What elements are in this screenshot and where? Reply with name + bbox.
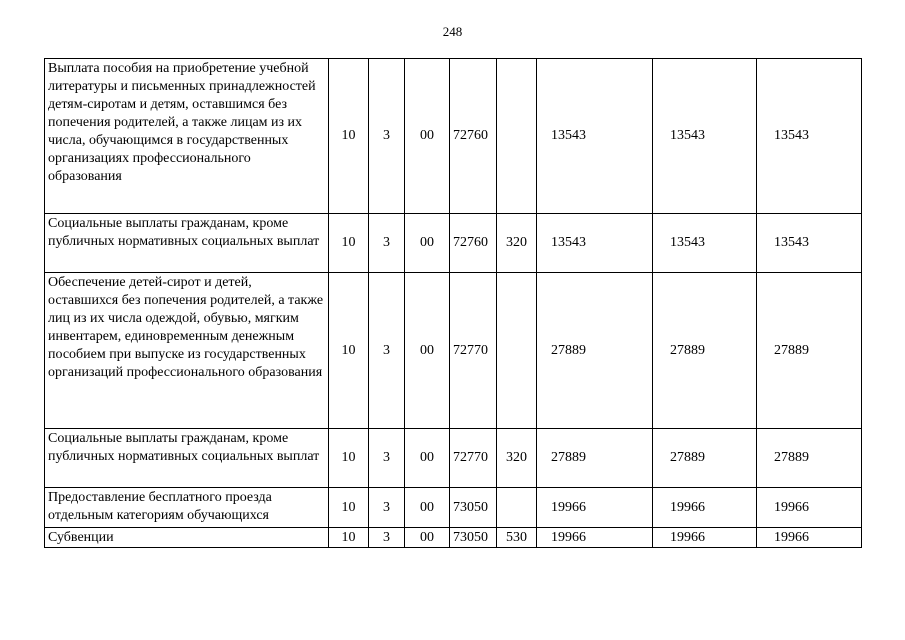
table-row — [45, 59, 862, 214]
row-description: Социальные выплаты гражданам, кроме публичных нормативных социальных выплат — [45, 429, 329, 488]
amount-year-2: 13543 — [653, 59, 757, 214]
table-row — [45, 429, 862, 488]
amount-year-3: 13543 — [757, 59, 862, 214]
program-code: 00 — [405, 273, 450, 429]
target-code: 72760 — [450, 59, 497, 214]
amount-year-2: 13543 — [653, 214, 757, 273]
section-code: 10 — [329, 528, 369, 548]
amount-year-3: 27889 — [757, 273, 862, 429]
amount-year-1: 13543 — [537, 59, 653, 214]
section-code: 10 — [329, 214, 369, 273]
row-description: Социальные выплаты гражданам, кроме публичных нормативных социальных выплат — [45, 214, 329, 273]
table-row — [45, 214, 862, 273]
target-code: 73050 — [450, 488, 497, 528]
section-code: 10 — [329, 429, 369, 488]
section-code: 10 — [329, 273, 369, 429]
program-code: 00 — [405, 488, 450, 528]
program-code: 00 — [405, 429, 450, 488]
amount-year-3: 19966 — [757, 488, 862, 528]
program-code: 00 — [405, 528, 450, 548]
subsection-code: 3 — [369, 528, 405, 548]
expense-type-code: 320 — [497, 214, 537, 273]
expense-type-code: 530 — [497, 528, 537, 548]
amount-year-2: 19966 — [653, 488, 757, 528]
amount-year-1: 19966 — [537, 488, 653, 528]
amount-year-3: 19966 — [757, 528, 862, 548]
program-code: 00 — [405, 59, 450, 214]
program-code: 00 — [405, 214, 450, 273]
amount-year-1: 27889 — [537, 429, 653, 488]
expense-type-code — [497, 488, 537, 528]
row-description: Субвенции — [45, 528, 329, 548]
expense-type-code: 320 — [497, 429, 537, 488]
expense-type-code — [497, 59, 537, 214]
amount-year-1: 27889 — [537, 273, 653, 429]
section-code: 10 — [329, 488, 369, 528]
row-description: Выплата пособия на приобретение учебной литературы и письменных принадлежностей детям-сиротам и детям, оставшимся без попечения родителей, а также лицам из их числа, обучающимся в государственных организациях профессионального образования — [45, 59, 329, 214]
section-code: 10 — [329, 59, 369, 214]
subsection-code: 3 — [369, 273, 405, 429]
amount-year-2: 27889 — [653, 429, 757, 488]
amount-year-2: 27889 — [653, 273, 757, 429]
amount-year-1: 13543 — [537, 214, 653, 273]
table-row — [45, 273, 862, 429]
subsection-code: 3 — [369, 214, 405, 273]
row-description: Обеспечение детей-сирот и детей, оставшихся без попечения родителей, а также лиц из их числа одеждой, обувью, мягким инвентарем, единовременным денежным пособием при выпуске из государственных организаций профессионального образования — [45, 273, 329, 429]
expense-type-code — [497, 273, 537, 429]
amount-year-3: 27889 — [757, 429, 862, 488]
subsection-code: 3 — [369, 488, 405, 528]
table-row — [45, 528, 862, 548]
target-code: 73050 — [450, 528, 497, 548]
target-code: 72760 — [450, 214, 497, 273]
target-code: 72770 — [450, 429, 497, 488]
amount-year-1: 19966 — [537, 528, 653, 548]
table-row — [45, 488, 862, 528]
amount-year-3: 13543 — [757, 214, 862, 273]
amount-year-2: 19966 — [653, 528, 757, 548]
page-number: 248 — [442, 24, 463, 39]
subsection-code: 3 — [369, 429, 405, 488]
target-code: 72770 — [450, 273, 497, 429]
subsection-code: 3 — [369, 59, 405, 214]
budget-table — [44, 58, 862, 548]
row-description: Предоставление бесплатного проезда отдельным категориям обучающихся — [45, 488, 329, 528]
